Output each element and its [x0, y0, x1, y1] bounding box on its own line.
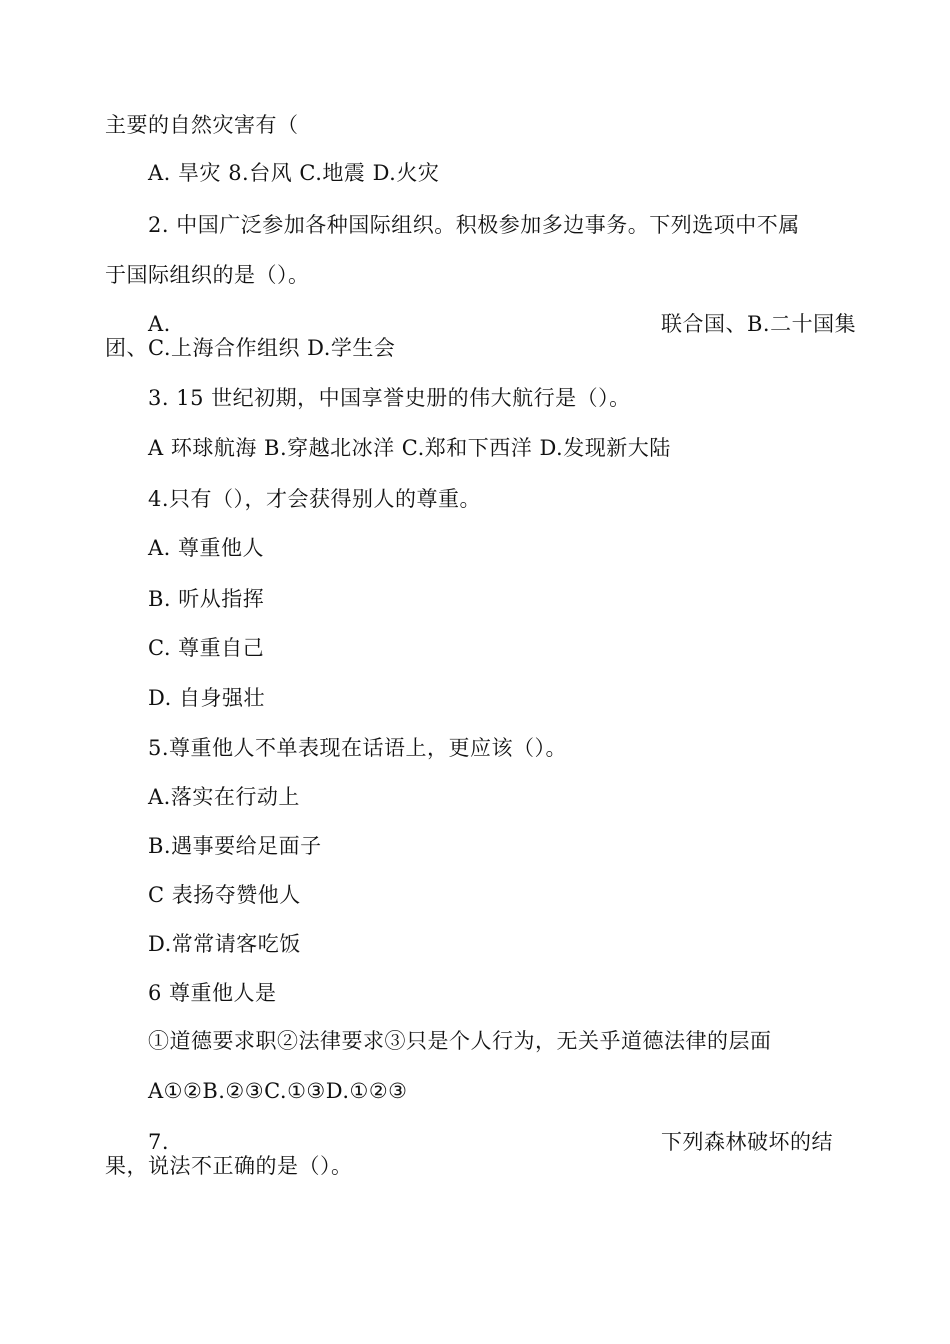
question-2-options-part-2: 团、C.上海合作组织 D.学生会 [105, 336, 396, 360]
question-2-option-a-label: A. [148, 312, 171, 336]
question-6-statements: ①道德要求职②法律要求③只是个人行为，无关乎道德法律的层面 [148, 1029, 772, 1053]
question-4-option-b: B. 听从指挥 [148, 587, 265, 611]
question-3-options: A 环球航海 B.穿越北冰洋 C.郑和下西洋 D.发现新大陆 [148, 436, 671, 460]
question-5-option-d: D.常常请客吃饭 [148, 932, 301, 956]
question-4-option-d: D. 自身强壮 [148, 686, 265, 710]
question-4-stem: 4.只有（），才会获得别人的尊重。 [148, 487, 482, 511]
question-2-options-part-1: 联合国、B.二十国集 [661, 312, 857, 336]
question-7-number: 7. [148, 1130, 170, 1154]
question-7-stem-part-2: 果，说法不正确的是（）。 [105, 1154, 353, 1178]
question-2-stem-line-2: 于国际组织的是（）。 [105, 263, 310, 287]
question-5-option-c: C 表扬夺赞他人 [148, 883, 301, 907]
question-6-options: A①②B.②③C.①③D.①②③ [148, 1079, 408, 1103]
question-1-options: A. 旱灾 8.台风 C.地震 D.火灾 [148, 161, 440, 185]
question-5-option-a: A.落实在行动上 [148, 785, 300, 809]
question-6-stem: 6 尊重他人是 [148, 981, 277, 1005]
question-2-stem-line-1: 2. 中国广泛参加各种国际组织。积极参加多边事务。下列选项中不属 [148, 213, 800, 237]
question-1-stem: 主要的自然灾害有（ [105, 113, 299, 137]
question-4-option-a: A. 尊重他人 [148, 536, 265, 560]
question-5-stem: 5.尊重他人不单表现在话语上，更应该（）。 [148, 736, 568, 760]
question-4-option-c: C. 尊重自己 [148, 636, 265, 660]
question-7-stem-part-1: 下列森林破坏的结 [661, 1130, 833, 1154]
question-5-option-b: B.遇事要给足面子 [148, 834, 322, 858]
question-3-stem: 3. 15 世纪初期，中国享誉史册的伟大航行是（）。 [148, 386, 631, 410]
